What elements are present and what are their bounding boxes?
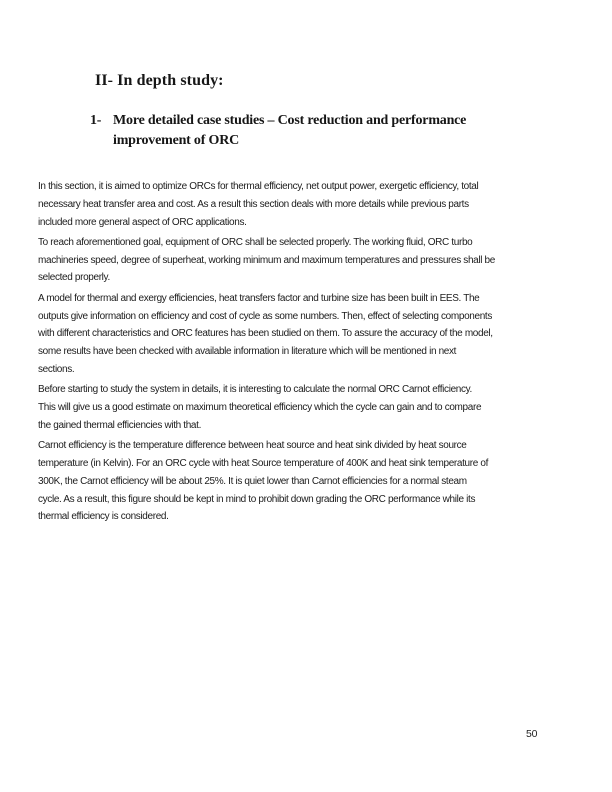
subsection-heading	[90, 111, 466, 151]
subsection-title: More detailed case studies – Cost reduction and performance improvement of ORC	[113, 113, 467, 148]
paragraph-4: Before starting to study the system in details, it is interesting to calculate the normal ORC Carnot efficiency. This will give us a good estimate on maximum theoretical efficiency which the cycle can gain and to compare the gained thermal efficiencies with that.	[38, 384, 482, 431]
body-text	[38, 178, 578, 529]
paragraph-5: Carnot efficiency is the temperature difference between heat source and heat sink divided by heat source temperature (in Kelvin). For an ORC cycle with heat Source temperature of 400K and heat sink temperature of 300K, the Carnot efficiency will be about 25%. It is quiet lower than Carnot efficiencies for a normal steam cycle. As a result, this figure should be kept in mind to prohibit down grading the ORC performance while its thermal efficiency is considered.	[38, 440, 489, 523]
paragraph-1: In this section, it is aimed to optimize ORCs for thermal efficiency, net output power, exergetic efficiency, total necessary heat transfer area and cost. As a result this section deals with more details while previous parts included more general aspect of ORC applications.	[38, 181, 479, 228]
section-heading: II- In depth study:	[95, 72, 224, 89]
subsection-number: 1-	[90, 113, 102, 128]
paragraph-2: To reach aforementioned goal, equipment of ORC shall be selected properly. The working fluid, ORC turbo machineries speed, degree of superheat, working minimum and maximum temperatures and pressures shall be selected properly.	[38, 236, 495, 284]
paragraph-3: A model for thermal and exergy efficiencies, heat transfers factor and turbine size has been built in EES. The outputs give information on efficiency and cost of cycle as some numbers. Then, effect of selecting components with different characteristics and ORC features has been studied on them. To assure the accuracy of the model, some results have been checked with available information in literature which will be mentioned in next sections.	[38, 292, 493, 375]
page-number: 50	[526, 728, 538, 740]
